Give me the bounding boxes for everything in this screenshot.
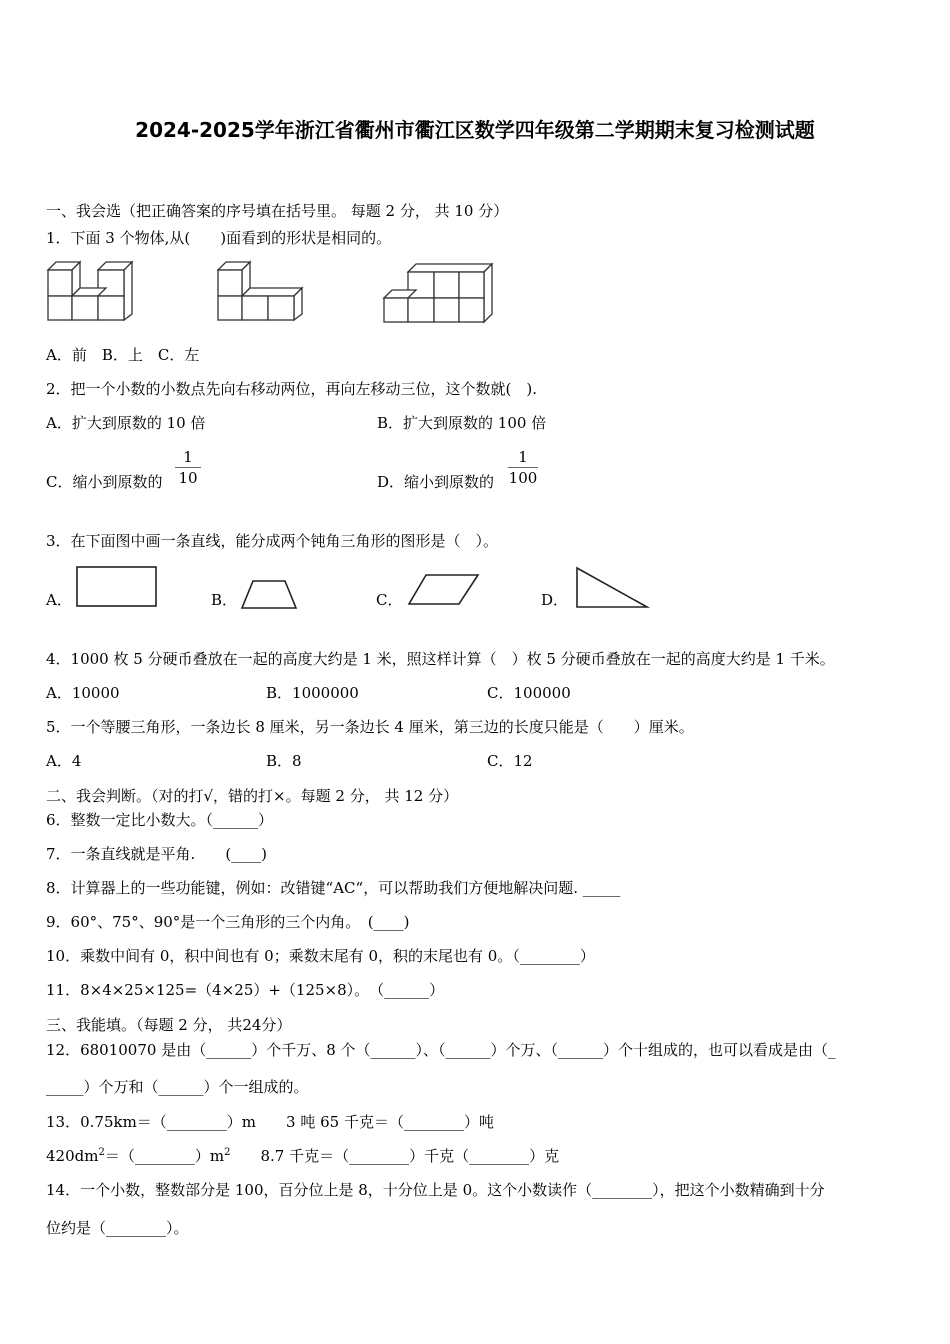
question-9: 9．60°、75°、90°是一个三角形的三个内角。 (____) [46, 913, 410, 931]
area-value: 420dm [46, 1147, 99, 1165]
question-5-option-b: B．8 [266, 752, 302, 770]
question-4-option-a: A．10000 [46, 684, 120, 702]
question-7: 7．一条直线就是平角. (____) [46, 845, 268, 863]
question-3-label-b: B． [211, 591, 238, 609]
section-2-heading: 二、我会判断。（对的打√，错的打×。每题 2 分， 共 12 分） [46, 787, 459, 805]
question-2-option-c: C．缩小到原数的 [46, 473, 163, 491]
trapezoid-shape [239, 578, 301, 612]
page-title: 2024-2025学年浙江省衢州市衢江区数学四年级第二学期期末复习检测试题 [135, 118, 815, 142]
fraction-numerator: 1 [183, 448, 193, 466]
question-5: 5．一个等腰三角形，一条边长 8 厘米，另一条边长 4 厘米，第三边的长度只能是（ ）厘米。 [46, 718, 694, 736]
question-14-line-2: 位约是（________）。 [46, 1219, 189, 1237]
question-10: 10．乘数中间有 0，积中间也有 0；乘数末尾有 0，积的末尾也有 0。（________） [46, 947, 595, 965]
fraction-denominator: 10 [178, 469, 198, 487]
question-2-option-a: A．扩大到原数的 10 倍 [46, 414, 206, 432]
question-4-option-c: C．100000 [487, 684, 571, 702]
question-13-line-1: 13．0.75km＝（________）m 3 吨 65 千克＝（________）吨 [46, 1113, 494, 1131]
q1-cube-figure-1 [46, 258, 146, 324]
question-5-option-c: C．12 [487, 752, 533, 770]
question-14-line-1: 14．一个小数，整数部分是 100，百分位上是 8，十分位上是 0。这个小数读作（________），把这个小数精确到十分 [46, 1181, 825, 1199]
section-1-heading: 一、我会选（把正确答案的序号填在括号里。 每题 2 分， 共 10 分） [46, 202, 509, 220]
question-1: 1．下面 3 个物体,从( )面看到的形状是相同的。 [46, 229, 392, 247]
fraction-denominator: 100 [508, 469, 538, 487]
question-4-option-b: B．1000000 [266, 684, 359, 702]
question-6: 6．整数一定比小数大。（______） [46, 811, 274, 829]
question-12-line-2: _____）个万和（______）个一组成的。 [46, 1078, 309, 1096]
section-3-heading: 三、我能填。（每题 2 分， 共24分） [46, 1016, 292, 1034]
question-5-option-a: A．4 [46, 752, 82, 770]
fraction-one-tenth [173, 448, 203, 487]
question-4: 4．1000 枚 5 分硬币叠放在一起的高度大约是 1 米，照这样计算（ ）枚 5 分硬币叠放在一起的高度大约是 1 千米。 [46, 650, 835, 668]
question-1-options: A．前 B．上 C．左 [46, 346, 200, 364]
question-8: 8．计算器上的一些功能键，例如：改错键“AC“，可以帮助我们方便地解决问题. _____ [46, 879, 621, 897]
question-13-line-2 [46, 1146, 559, 1166]
q1-cube-figure-3 [382, 262, 497, 328]
question-2-option-d: D．缩小到原数的 [377, 473, 495, 491]
superscript: 2 [98, 1147, 105, 1158]
area-conversion: ＝（________）m [104, 1147, 225, 1165]
mass-conversion: 8.7 千克＝（________）千克（________）克 [230, 1147, 560, 1165]
superscript: 2 [224, 1147, 231, 1158]
fraction-numerator: 1 [518, 448, 528, 466]
question-3-label-a: A． [46, 591, 72, 609]
question-2: 2．把一个小数的小数点先向右移动两位，再向左移动三位，这个数就( ). [46, 380, 538, 398]
fraction-one-hundredth [506, 448, 540, 487]
parallelogram-shape [406, 572, 482, 608]
question-3: 3．在下面图中画一条直线，能分成两个钝角三角形的图形是（ ）。 [46, 532, 499, 550]
question-2-option-b: B．扩大到原数的 100 倍 [377, 414, 547, 432]
question-12-line-1: 12．68010070 是由（______）个千万、8 个（______）、（______）个万、（______）个十组成的，也可以看成是由（_ [46, 1041, 836, 1059]
rectangle-shape [74, 564, 160, 610]
question-3-label-c: C． [376, 591, 403, 609]
right-triangle-shape [573, 565, 651, 611]
question-3-label-d: D． [541, 591, 569, 609]
question-11: 11．8×4×25×125=（4×25）+（125×8）。 （______） [46, 981, 445, 999]
q1-cube-figure-2 [216, 258, 316, 324]
